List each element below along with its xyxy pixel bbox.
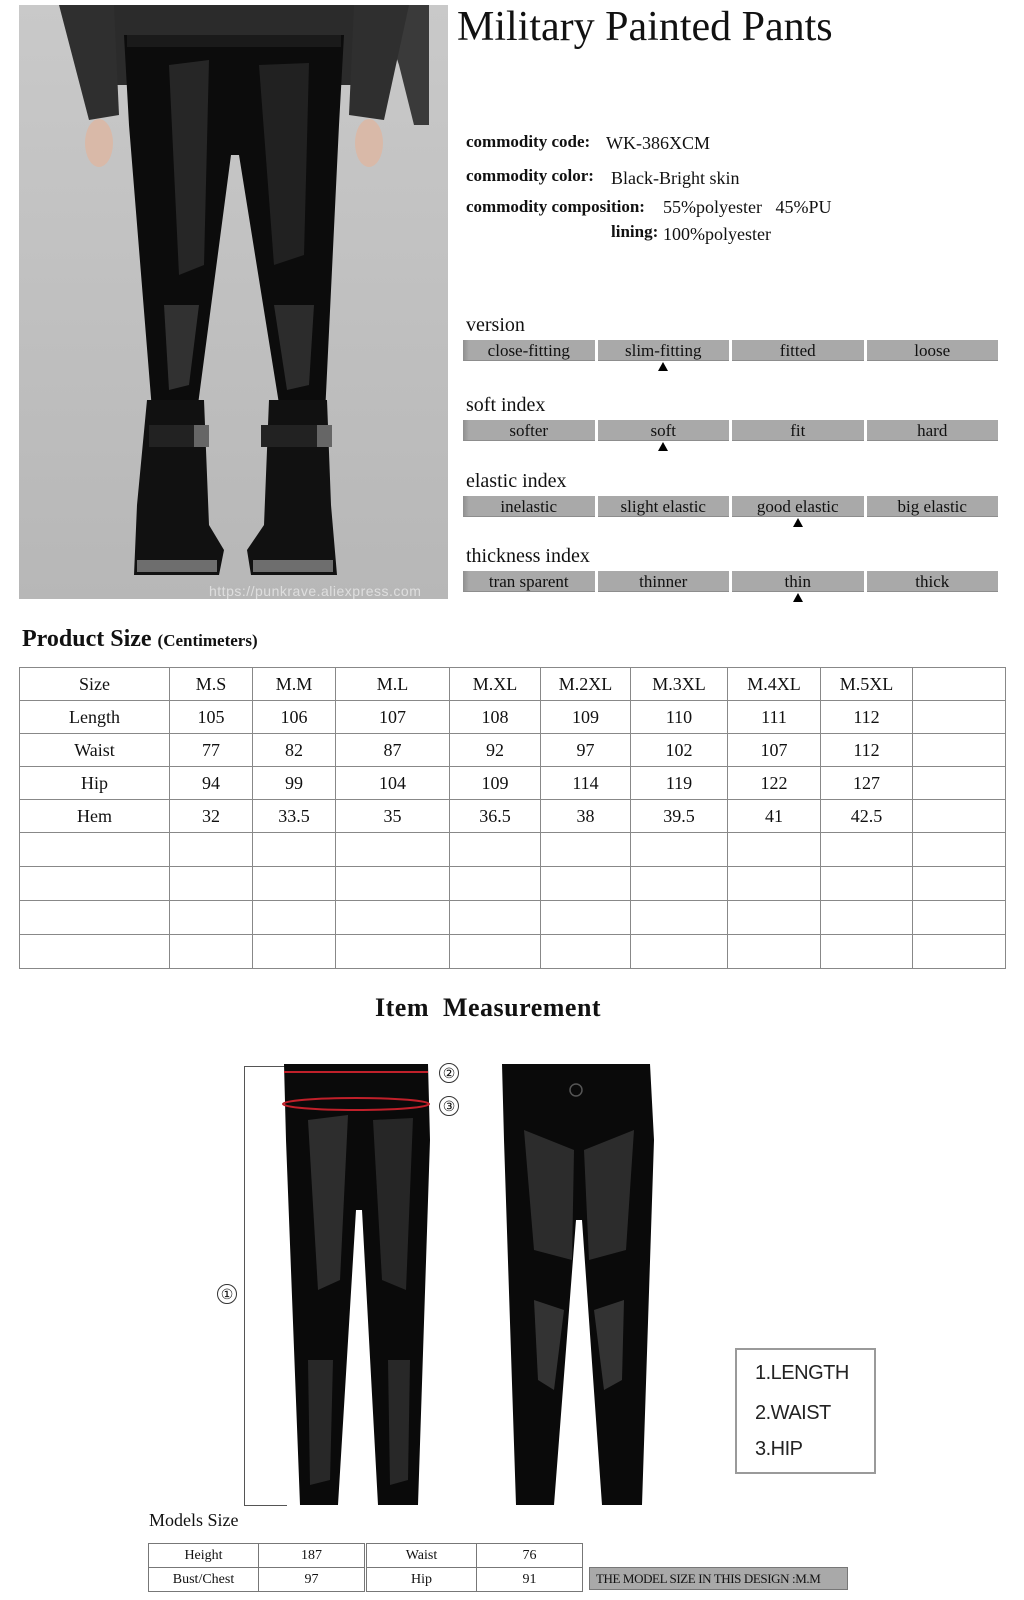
size-cell bbox=[336, 833, 450, 867]
models-label: Height bbox=[149, 1544, 259, 1568]
size-header-cell: M.XL bbox=[450, 668, 541, 701]
size-cell: 114 bbox=[541, 767, 631, 800]
index-option: close-fitting bbox=[463, 340, 595, 361]
size-cell bbox=[821, 901, 913, 935]
size-cell: 119 bbox=[631, 767, 728, 800]
index-title: version bbox=[466, 314, 525, 336]
models-table-left bbox=[148, 1543, 365, 1592]
index-bar bbox=[463, 340, 998, 361]
index-bar bbox=[463, 571, 998, 592]
size-cell: 32 bbox=[170, 800, 253, 833]
size-cell: 92 bbox=[450, 734, 541, 767]
size-cell: 110 bbox=[631, 701, 728, 734]
size-cell: 106 bbox=[253, 701, 336, 734]
size-header-cell: M.L bbox=[336, 668, 450, 701]
index-title: elastic index bbox=[466, 470, 567, 492]
size-cell: 38 bbox=[541, 800, 631, 833]
waist-marker: ② bbox=[439, 1063, 459, 1083]
product-size-title bbox=[22, 626, 258, 653]
measurement-legend bbox=[735, 1348, 876, 1474]
commodity-code-label: commodity code: bbox=[466, 132, 591, 151]
size-cell bbox=[541, 901, 631, 935]
index-option: inelastic bbox=[463, 496, 595, 517]
legend-length: 1.LENGTH bbox=[755, 1362, 849, 1384]
size-header-cell bbox=[913, 668, 1006, 701]
size-cell bbox=[728, 833, 821, 867]
size-cell: Length bbox=[20, 701, 170, 734]
size-cell: 36.5 bbox=[450, 800, 541, 833]
size-cell bbox=[450, 901, 541, 935]
size-cell bbox=[728, 935, 821, 969]
hip-marker: ③ bbox=[439, 1096, 459, 1116]
watermark: https://punkrave.aliexpress.com bbox=[209, 583, 422, 599]
models-row bbox=[149, 1544, 365, 1568]
index-option: fit bbox=[732, 420, 864, 441]
models-row bbox=[367, 1568, 583, 1592]
index-option: loose bbox=[867, 340, 999, 361]
size-cell: 77 bbox=[170, 734, 253, 767]
index-option: thinner bbox=[598, 571, 730, 592]
size-cell bbox=[336, 935, 450, 969]
size-cell: 39.5 bbox=[631, 800, 728, 833]
size-cell: 99 bbox=[253, 767, 336, 800]
size-cell bbox=[20, 833, 170, 867]
size-cell bbox=[450, 833, 541, 867]
index-option: big elastic bbox=[867, 496, 999, 517]
size-cell bbox=[821, 833, 913, 867]
commodity-color-label: commodity color: bbox=[466, 166, 594, 185]
size-cell bbox=[728, 901, 821, 935]
model-photo bbox=[19, 5, 448, 599]
index-bar bbox=[463, 420, 998, 441]
size-cell bbox=[631, 833, 728, 867]
size-cell bbox=[20, 901, 170, 935]
size-cell: 108 bbox=[450, 701, 541, 734]
models-row bbox=[149, 1568, 365, 1592]
size-cell bbox=[913, 867, 1006, 901]
size-row bbox=[20, 901, 1006, 935]
lining-label: lining: bbox=[611, 222, 659, 241]
legend-waist: 2.WAIST bbox=[755, 1402, 831, 1424]
size-cell bbox=[728, 867, 821, 901]
size-header-cell: M.4XL bbox=[728, 668, 821, 701]
size-cell: 111 bbox=[728, 701, 821, 734]
models-label: Hip bbox=[367, 1568, 477, 1592]
size-cell: 107 bbox=[336, 701, 450, 734]
size-cell bbox=[336, 867, 450, 901]
page-title: Military Painted Pants bbox=[457, 4, 833, 50]
size-row bbox=[20, 833, 1006, 867]
length-marker: ① bbox=[217, 1284, 237, 1304]
size-cell bbox=[913, 935, 1006, 969]
product-size-heading: Product Size bbox=[22, 626, 152, 652]
size-cell: 97 bbox=[541, 734, 631, 767]
size-cell bbox=[821, 867, 913, 901]
size-cell: Waist bbox=[20, 734, 170, 767]
size-cell: 112 bbox=[821, 701, 913, 734]
size-cell: 105 bbox=[170, 701, 253, 734]
size-cell bbox=[821, 935, 913, 969]
index-option: slim-fitting bbox=[598, 340, 730, 361]
product-size-unit: (Centimeters) bbox=[157, 631, 258, 650]
models-label: Waist bbox=[367, 1544, 477, 1568]
size-cell bbox=[20, 935, 170, 969]
commodity-composition-label: commodity composition: bbox=[466, 197, 645, 216]
size-header-cell: M.M bbox=[253, 668, 336, 701]
index-option: tran sparent bbox=[463, 571, 595, 592]
size-cell bbox=[450, 935, 541, 969]
selected-marker-icon bbox=[793, 593, 803, 602]
models-label: Bust/Chest bbox=[149, 1568, 259, 1592]
commodity-composition-value: 55%polyester 45%PU bbox=[663, 197, 832, 217]
models-row bbox=[367, 1544, 583, 1568]
index-option: softer bbox=[463, 420, 595, 441]
size-row bbox=[20, 935, 1006, 969]
index-option: slight elastic bbox=[598, 496, 730, 517]
size-cell bbox=[913, 833, 1006, 867]
size-cell: 87 bbox=[336, 734, 450, 767]
size-cell: 104 bbox=[336, 767, 450, 800]
lining-value: 100%polyester bbox=[663, 224, 771, 244]
models-value: 187 bbox=[259, 1544, 365, 1568]
size-cell bbox=[541, 867, 631, 901]
index-option: soft bbox=[598, 420, 730, 441]
model-photo-illustration bbox=[19, 5, 448, 599]
size-cell bbox=[253, 901, 336, 935]
legend-hip: 3.HIP bbox=[755, 1438, 803, 1460]
size-cell bbox=[913, 701, 1006, 734]
size-cell: 41 bbox=[728, 800, 821, 833]
models-value: 97 bbox=[259, 1568, 365, 1592]
size-row bbox=[20, 734, 1006, 767]
size-row bbox=[20, 767, 1006, 800]
size-cell: 35 bbox=[336, 800, 450, 833]
pants-front-image bbox=[278, 1060, 438, 1510]
commodity-color-value: Black-Bright skin bbox=[611, 168, 740, 188]
size-cell bbox=[170, 833, 253, 867]
size-cell bbox=[170, 935, 253, 969]
index-option: good elastic bbox=[732, 496, 864, 517]
size-cell: 33.5 bbox=[253, 800, 336, 833]
size-cell: 109 bbox=[450, 767, 541, 800]
index-option: thin bbox=[732, 571, 864, 592]
models-table-right bbox=[366, 1543, 583, 1592]
size-cell: 109 bbox=[541, 701, 631, 734]
size-cell bbox=[913, 734, 1006, 767]
size-cell bbox=[170, 901, 253, 935]
size-cell bbox=[913, 901, 1006, 935]
size-row bbox=[20, 867, 1006, 901]
size-cell: 94 bbox=[170, 767, 253, 800]
size-header-row bbox=[20, 668, 1006, 701]
size-cell bbox=[253, 935, 336, 969]
size-cell bbox=[336, 901, 450, 935]
size-row bbox=[20, 701, 1006, 734]
size-cell: 42.5 bbox=[821, 800, 913, 833]
size-cell bbox=[253, 833, 336, 867]
size-cell: 82 bbox=[253, 734, 336, 767]
index-option: hard bbox=[867, 420, 999, 441]
size-table bbox=[19, 667, 1006, 969]
index-bar bbox=[463, 496, 998, 517]
size-cell bbox=[913, 767, 1006, 800]
index-title: soft index bbox=[466, 394, 546, 416]
size-cell bbox=[253, 867, 336, 901]
size-cell bbox=[541, 935, 631, 969]
index-option: thick bbox=[867, 571, 999, 592]
size-cell: 102 bbox=[631, 734, 728, 767]
size-header-cell: M.5XL bbox=[821, 668, 913, 701]
size-cell bbox=[170, 867, 253, 901]
selected-marker-icon bbox=[658, 362, 668, 371]
size-header-cell: M.3XL bbox=[631, 668, 728, 701]
item-measurement-title: Item Measurement bbox=[375, 993, 602, 1022]
size-cell bbox=[631, 867, 728, 901]
size-header-cell: Size bbox=[20, 668, 170, 701]
size-header-cell: M.S bbox=[170, 668, 253, 701]
models-value: 76 bbox=[477, 1544, 583, 1568]
commodity-code-value: WK-386XCM bbox=[606, 133, 710, 153]
model-size-note: THE MODEL SIZE IN THIS DESIGN :M.M bbox=[589, 1567, 848, 1590]
index-option: fitted bbox=[732, 340, 864, 361]
selected-marker-icon bbox=[793, 518, 803, 527]
size-row bbox=[20, 800, 1006, 833]
size-cell: 107 bbox=[728, 734, 821, 767]
models-size-title: Models Size bbox=[149, 1510, 239, 1530]
size-cell bbox=[631, 901, 728, 935]
size-cell: 127 bbox=[821, 767, 913, 800]
size-header-cell: M.2XL bbox=[541, 668, 631, 701]
size-cell: 122 bbox=[728, 767, 821, 800]
pants-back-image bbox=[494, 1060, 664, 1510]
size-cell bbox=[631, 935, 728, 969]
size-cell: Hip bbox=[20, 767, 170, 800]
size-cell: Hem bbox=[20, 800, 170, 833]
size-cell bbox=[913, 800, 1006, 833]
size-cell bbox=[450, 867, 541, 901]
size-cell bbox=[20, 867, 170, 901]
models-value: 91 bbox=[477, 1568, 583, 1592]
index-title: thickness index bbox=[466, 545, 590, 567]
size-cell bbox=[541, 833, 631, 867]
selected-marker-icon bbox=[658, 442, 668, 451]
size-cell: 112 bbox=[821, 734, 913, 767]
